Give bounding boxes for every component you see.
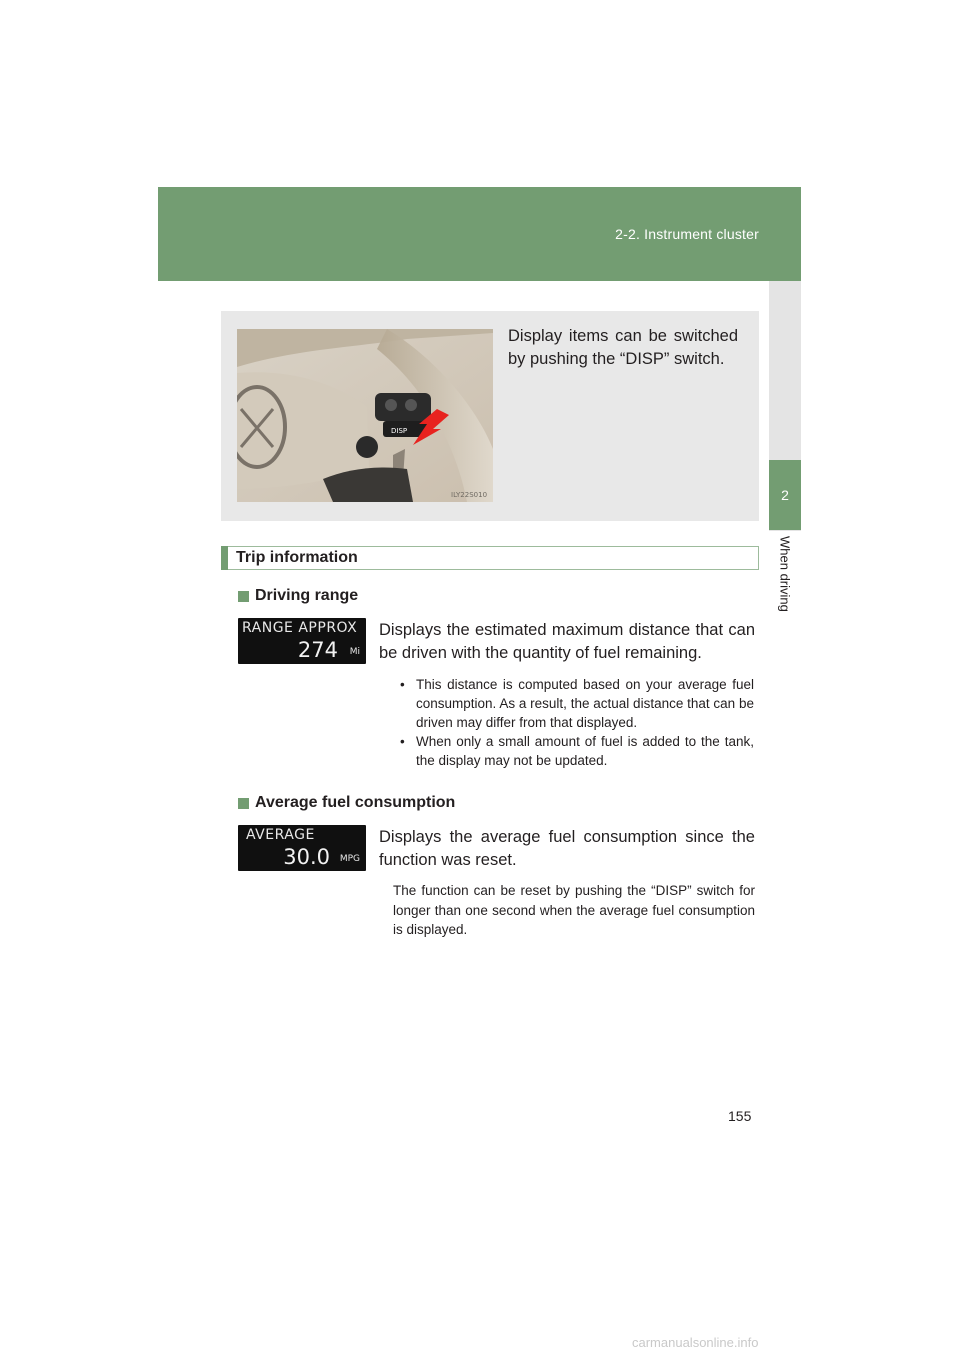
chapter-header-band xyxy=(158,187,801,281)
list-item: • When only a small amount of fuel is added to the tank, the display may not be updated. xyxy=(398,732,754,770)
average-display-label: AVERAGE xyxy=(246,827,315,843)
intro-panel xyxy=(221,311,759,521)
driving-range-description: Displays the estimated maximum distance that can be driven with the quantity of fuel remaining. xyxy=(379,621,755,662)
average-display-value: 30.0 xyxy=(283,845,330,869)
range-display xyxy=(238,618,366,664)
figure-code: ILY22S010 xyxy=(451,491,488,499)
average-fuel-heading-text: Average fuel consumption xyxy=(255,794,456,811)
list-item: • This distance is computed based on your average fuel consumption. As a result, the actual distance that can be driven may differ from that displayed. xyxy=(398,675,754,732)
chapter-number-tab: 2 xyxy=(769,460,801,530)
average-fuel-note: The function can be reset by pushing the “DISP” switch for longer than one second when the average fuel consumption is displayed. xyxy=(393,883,755,937)
driving-range-heading-text: Driving range xyxy=(255,587,359,604)
page-number: 155 xyxy=(728,1108,752,1124)
driving-range-notes xyxy=(398,675,754,770)
average-fuel-heading xyxy=(238,794,455,812)
driving-range-heading xyxy=(238,587,358,605)
section-heading-bar xyxy=(221,546,759,570)
chapter-label xyxy=(775,536,795,626)
range-display-value: 274 xyxy=(297,638,338,662)
disp-switch-label: DISP xyxy=(391,427,408,435)
section-accent xyxy=(221,546,228,570)
average-fuel-description: Displays the average fuel consumption since the function was reset. xyxy=(379,828,755,869)
average-display-unit: MPG xyxy=(339,854,360,864)
section-title: 2-2. Instrument cluster xyxy=(615,226,759,242)
range-display-label: RANGE APPROX xyxy=(242,620,358,636)
intro-text: Display items can be switched by pushing the “DISP” switch. xyxy=(508,327,738,368)
steering-wheel-illustration xyxy=(237,329,493,502)
square-bullet-icon xyxy=(238,591,249,602)
average-display xyxy=(238,825,366,871)
square-bullet-icon xyxy=(238,798,249,809)
chapter-label-text: When driving xyxy=(777,536,793,612)
section-heading: Trip information xyxy=(236,549,358,566)
watermark: carmanualsonline.info xyxy=(632,1335,759,1350)
range-display-unit: Mi xyxy=(349,647,360,657)
steering-wheel-image xyxy=(237,329,493,502)
